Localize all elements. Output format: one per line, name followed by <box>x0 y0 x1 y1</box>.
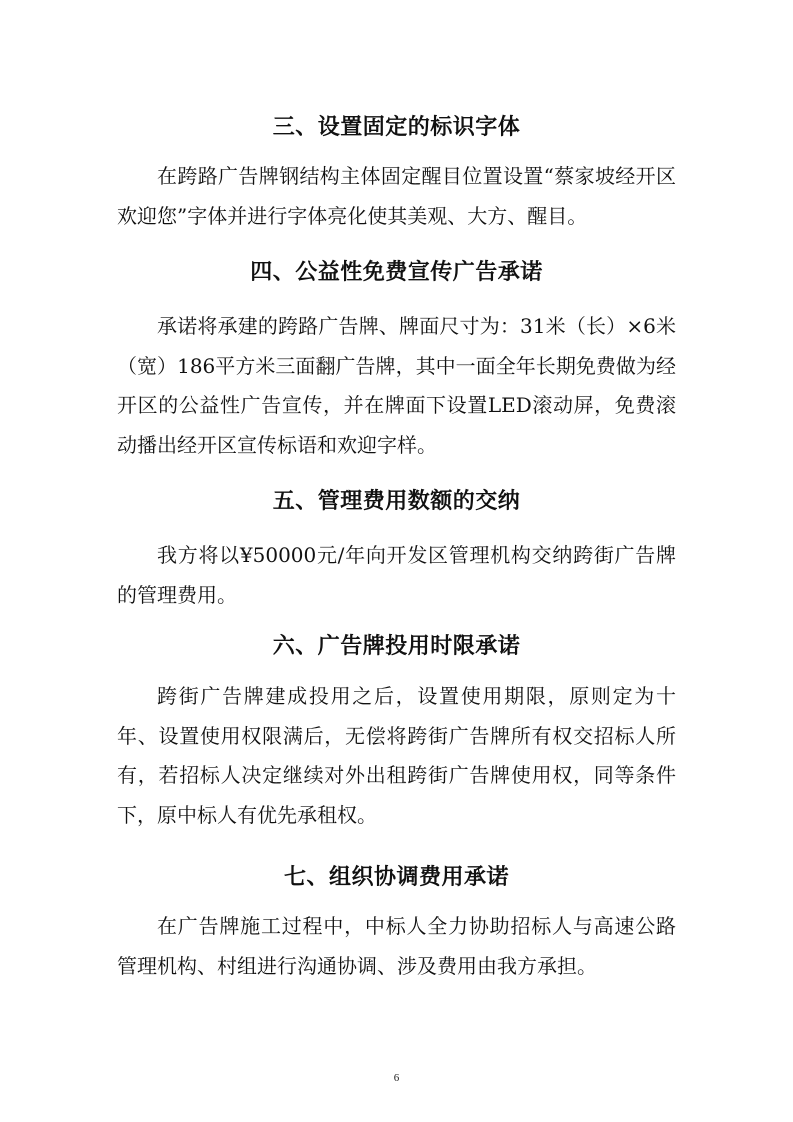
section-title-5: 五、管理费用数额的交纳 <box>272 489 521 514</box>
section-title-7: 七、组织协调费用承诺 <box>283 865 509 890</box>
page-number: 6 <box>393 1072 400 1084</box>
section-title-3: 三、设置固定的标识字体 <box>272 115 521 140</box>
section-paragraph-4: 承诺将承建的跨路广告牌、牌面尺寸为：31米（长）×6米（宽）186平方米三面翻广告牌，其中一面全年长期免费做为经开区的公益性广告宣传，并在牌面下设置LED滚动屏，免费滚动播出经开区宣传标语和欢迎字样。 <box>117 314 676 457</box>
section-paragraph-5: 我方将以¥50000元/年向开发区管理机构交纳跨街广告牌的管理费用。 <box>117 543 676 607</box>
section-title-6: 六、广告牌投用时限承诺 <box>272 634 521 659</box>
section-paragraph-3: 在跨路广告牌钢结构主体固定醒目位置设置“蔡家坡经开区欢迎您”字体并进行字体亮化使其美观、大方、醒目。 <box>117 164 676 228</box>
section-paragraph-7: 在广告牌施工过程中，中标人全力协助招标人与高速公路管理机构、村组进行沟通协调、涉及费用由我方承担。 <box>117 914 676 978</box>
section-title-4: 四、公益性免费宣传广告承诺 <box>250 260 543 285</box>
section-paragraph-6: 跨街广告牌建成投用之后，设置使用期限，原则定为十年、设置使用权限满后，无偿将跨街广告牌所有权交招标人所有，若招标人决定继续对外出租跨街广告牌使用权，同等条件下，原中标人有优先承租权。 <box>117 684 676 827</box>
